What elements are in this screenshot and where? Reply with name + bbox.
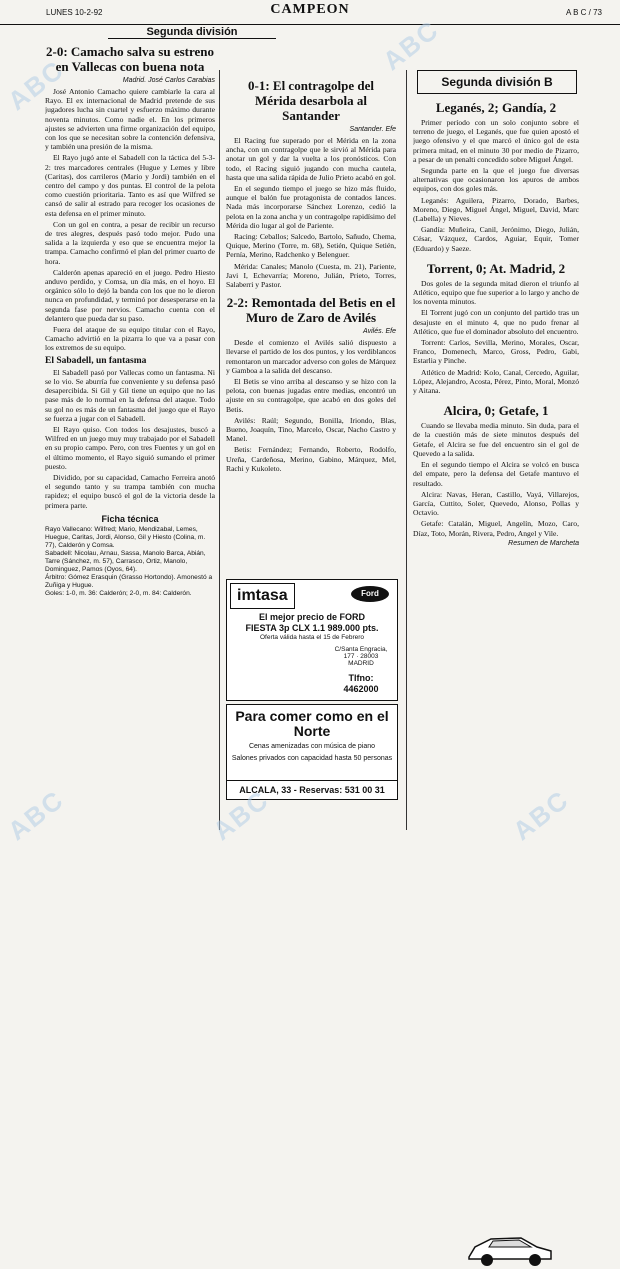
- paragraph: El Rayo quiso. Con todos los desajustes, buscó a Wilfred en un juego muy muy trabajado por el Sabadell en su propio campo. Pero, con tres Fuentes y un gol en el último momento, el Rayo siguió sumando el primer puesto.: [45, 424, 215, 471]
- paragraph: Racing: Ceballos; Salcedo, Bartolo, Sañudo, Chema, Quique, Merino (Torre, m. 68), Setién, Quique Setién, Pernía, Merino, Radchenko y Belenguer.: [226, 232, 396, 260]
- article-segunda-b: [413, 100, 579, 840]
- page-header: [0, 0, 620, 25]
- headline: 0-1: El contragolpe del Mérida desarbola al Santander: [247, 78, 374, 123]
- section-heading: Segunda división: [108, 26, 276, 39]
- byline: Santander. Efe: [349, 126, 396, 133]
- signature: Resumen de Marcheta: [508, 539, 579, 547]
- headline: Torrent, 0; At. Madrid, 2: [426, 260, 566, 276]
- ad-dealer-block: [331, 646, 391, 695]
- paragraph: Fuera del ataque de su equipo titular con el Rayo, Camacho advirtió en la pizarra lo que va a pasar con los extremos de su equipo.: [45, 325, 215, 353]
- paragraph: Avilés: Raúl; Segundo, Bonilla, Iriondo, Blas, Bueno, Joaquín, Tino, Marcelo, Oscar, Nacho Castro y Manel.: [226, 415, 396, 444]
- headline: 2-0: Camacho salva su estreno en Vallecas con buena nota: [45, 44, 215, 74]
- ad-line: Para comer como en el Norte: [235, 708, 389, 739]
- issue-date: LUNES 10-2-92: [46, 8, 103, 17]
- byline: Madrid. José Carlos Carabias: [122, 77, 215, 84]
- article-merida: [226, 78, 396, 576]
- paragraph: El Rayo jugó ante el Sabadell con la táctica del 5-3-2: tres marcadores centrales (Hugue y Lemes y libre (Caritas), dos carrileros (Mario y Jordi) también en el centro del campo y dos puntas. El control de la pelota como cuestión prioritaria. Tanto es así que Wilfred se cansó de salir al estrado para recoger los ocasiones de esta defensa en el primer minuto.: [45, 153, 215, 218]
- paragraph: El Betis se vino arriba al descanso y se hizo con la pelota, con buenas jugadas entre medias, encontró un ajuste en su contragolpe, que acabó en dos goles del Betis.: [226, 377, 396, 414]
- headline: Leganés, 2; Gandía, 2: [435, 100, 557, 115]
- ficha-title: Ficha técnica: [101, 513, 159, 524]
- ficha-line: Rayo Vallecano: Wilfred; Mario, Mendizabal, Lemes, Huegue, Caritas, Jordi, Alonso, Gil y Hiesto (Colina, m. 77), Calderón y Comsa.: [45, 525, 206, 549]
- paragraph: El Sabadell pasó por Vallecas como un fantasma. Ni se lo vio. Se aburría fue conveniente y su defensa pasó desapercibida. Si Gil y Gil tiene un equipo que no las pase más de lo normal en la defensa del ataque. Todo su gol no es más de un fantasma del juego que el Rayo se fuerza a jugar con el Sabadell.: [45, 367, 215, 423]
- paragraph: El Torrent jugó con un conjunto del partido tras un desajuste en el minuto 4, que no pudo frenar al Atlético, que fue el dominador absoluto del encuentro.: [413, 308, 579, 336]
- paragraph: Calderón apenas apareció en el juego. Pedro Hiesto anduvo perdido, y Comsa, un día más, en el hoyo. El orgánico sólo lo dejó la banda con los que no le dieron nunca en profundidad, y terminó por desesperarse en la segunda fase por nervios. Camacho cuenta con el delantero que pueda dar su paso.: [45, 267, 215, 323]
- article-rayo: [45, 44, 215, 834]
- section-title: CAMPEON: [270, 2, 350, 17]
- car-icon: [465, 1225, 555, 1269]
- paragraph: Alcira: Navas, Heran, Castillo, Vayá, Villarejos, García, Cuttito, Soler, Quevedo, Alonso, Pollas y Octavio.: [413, 489, 579, 518]
- paragraph: El Racing fue superado por el Mérida en la zona ancha, con un contragolpe que le sirvió al Mérida para anotar un gol y dar la vuelta a los pronósticos. Con todo, el Racing siguió jugando con mucha cautela, hasta que una salida rápida de Julio Prieto acabó en gol.: [226, 136, 396, 182]
- paragraph: Con un gol en contra, a pesar de recibir un recurso de tres alegres, después pasó todo mejor. Pudo una salida a la izquierda y eso que se encuentra mejor la trampa. Camacho confirmó el plan del primer cuarto de hora.: [45, 219, 215, 266]
- ficha-line: Goles: 1-0, m. 36: Calderón; 2-0, m. 84: Calderón.: [45, 589, 192, 597]
- paragraph: Segunda parte en la que el juego fue diversas alternativas que ocasionaron los apuros de ambos equipos, con dos goles más.: [413, 166, 579, 194]
- watermark: ABC: [2, 54, 70, 117]
- watermark: ABC: [207, 784, 275, 847]
- paragraph: Leganés: Aguilera, Pizarro, Dorado, Barbes, Moreno, Diego, Miguel Ángel, Miguel, David, Marc (Labella) y Nieves.: [413, 195, 579, 224]
- paragraph: Desde el comienzo el Avilés salió dispuesto a llevarse el partido de los dos puntos, y los verdiblancos remontaron un marcador adverso con goles de Márquez y Gamboa a la salida del descanso.: [226, 338, 396, 375]
- box-heading: Segunda división B: [417, 70, 577, 94]
- paragraph: Primer período con un solo conjunto sobre el terreno de juego, el Leganés, que fue quien apostó el juego ofensivo y el que marcó el único gol de esta primera mitad, en el minuto 30 por medio de Pizarro, a pesar de un penalti concedido sobre Miguel Ángel.: [413, 118, 579, 164]
- ficha-line: Sabadell: Nicolau, Arnau, Sassa, Manolo Barca, Abián, Tarre (Sánchez, m. 57), Carrasco, Ortiz, Manolo, Dominguez, Pamos (Oyos, 64).: [45, 549, 206, 573]
- headline: 2-2: Remontada del Betis en el Muro de Zaro de Avilés: [226, 295, 396, 326]
- ad-restaurant: [226, 704, 398, 800]
- paragraph: Dos goles de la segunda mitad dieron el triunfo al Atlético, equipo que fue superior a lo largo y ancho de los noventa minutos.: [413, 278, 579, 307]
- paragraph: En el segundo tiempo el Alcira se volcó en busca del empate, pero la defensa del Getafe mantuvo el resultado.: [413, 460, 579, 488]
- page-number: A B C / 73: [565, 8, 602, 17]
- ad-phone: Tlfno: 4462000: [343, 673, 379, 694]
- headline: Alcira, 0; Getafe, 1: [443, 403, 549, 419]
- ad-imtasa: [226, 579, 398, 701]
- subheading: El Sabadell, un fantasma: [45, 355, 147, 366]
- ad-line: Salones privados con capacidad hasta 50 personas: [231, 755, 393, 762]
- watermark: ABC: [507, 784, 575, 847]
- column-rule: [406, 70, 407, 830]
- ad-line: Oferta válida hasta el 15 de Febrero: [259, 634, 365, 641]
- paragraph: Betis: Fernández; Fernando, Roberto, Rodolfo, Ureña, Cardeñosa, Merino, Gabino, Márquez, Mel, Rachi y Kukoleto.: [226, 445, 396, 473]
- paragraph: Gandía: Muñeira, Canil, Jerónimo, Diego, Julián, César, Vázquez, Cardos, Aguiar, Equir, Tomer (Eduardo) y Saeze.: [413, 225, 579, 253]
- ad-address: ALCALA, 33 - Reservas: 531 00 31: [227, 780, 397, 799]
- ad-brand: imtasa: [230, 583, 295, 609]
- ad-line: FIESTA 3p CLX 1.1 989.000 pts.: [245, 623, 379, 633]
- paragraph: Getafe: Catalán, Miguel, Angelín, Mozo, Caro, Díaz, Toto, Morán, Rivera, Pedro, Angel y Vile.: [413, 519, 579, 538]
- ad-line: Cenas amenizadas con música de piano: [248, 743, 376, 750]
- paragraph: En el segundo tiempo el juego se hizo más fluido, aunque el balón fue protagonista de contados lances. Nada más incorporarse Sánchez Lorenzo, cedió la pelota en la zona ancha y un contragolpe rapidísimo del Mérida dio lugar al gol de Pariente.: [226, 184, 396, 230]
- column-rule: [219, 70, 220, 830]
- ad-line: El mejor precio de FORD: [258, 612, 366, 622]
- paragraph: Mérida: Canales; Manolo (Cuesta, m. 21), Pariente, Javi I, Echevarría; Moreno, Julián, Prieto, Torres, Salaberri y Pastor.: [226, 261, 396, 290]
- byline: Avilés. Efe: [363, 328, 396, 336]
- ford-logo-icon: Ford: [351, 586, 389, 602]
- paragraph: Torrent: Carlos, Sevilla, Merino, Morales, Oscar, Franco, Domenech, Marco, Gross, Pedro, Gabi, Estarlia y Pinche.: [413, 338, 579, 366]
- paragraph: Atlético de Madrid: Kolo, Canal, Cercedo, Aguilar, López, Alejandro, Acosta, Pérez, Pinto, Moral, Monzó y Aitana.: [413, 367, 579, 396]
- paragraph: Dividido, por su capacidad, Camacho Ferreira anotó el segundo tanto y su trampa también con mucha rapidez; el equipo buscó el gol de la victoria desde la primera parte.: [45, 472, 215, 510]
- ad-dealer: C/Santa Engracia, 177 · 28003 MADRID: [334, 646, 388, 667]
- paragraph: José Antonio Camacho quiere cambiarle la cara al Rayo. El ex internacional de Madrid pretende de sus jugadores lucha sin cuartel y esfuerzo máximo durante noventa minutos. Como nadie el. En los primeros ajustes se advierten una firme organización del equipo, con los que se necesitan sobre la contención defensiva, y también una presión de la misma.: [45, 87, 215, 152]
- watermark: ABC: [377, 14, 445, 77]
- ficha-line: Árbitro: Gómez Erasquin (Grasso Hortondo). Amonestó a Zuñiga y Hugue.: [45, 573, 213, 589]
- watermark: ABC: [2, 784, 70, 847]
- paragraph: Cuando se llevaba media minuto. Sin duda, para el de la cuestión más de siete minutos después del Getafe, el Alcira se fue del encuentro sin el gol de Quevedo a la salida.: [413, 421, 579, 458]
